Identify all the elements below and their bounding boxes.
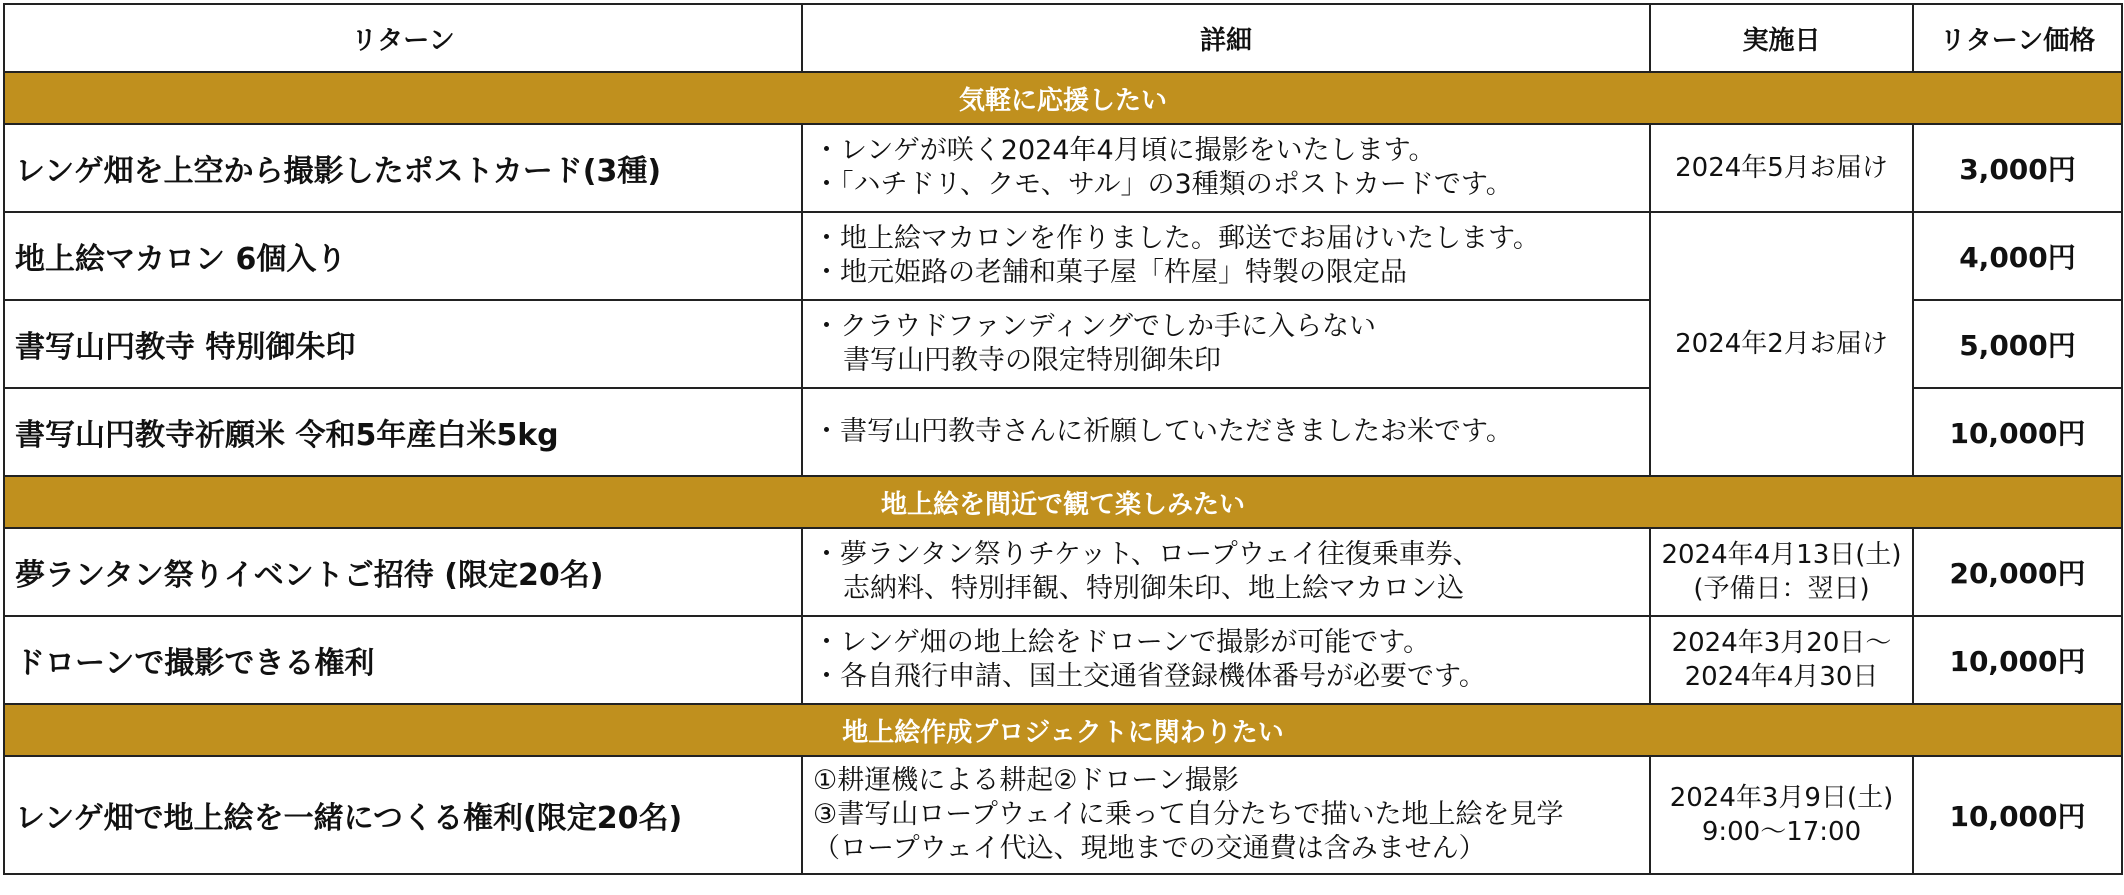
return-price: 20,000円 <box>1913 528 2122 616</box>
return-detail <box>802 528 1650 616</box>
detail-line: ・各自飛行申請、国土交通省登録機体番号が必要です。 <box>813 661 1486 692</box>
detail-line: ・レンゲが咲く2024年4月頃に撮影をいたします。 <box>813 135 1436 166</box>
return-name: 地上絵マカロン 6個入り <box>4 212 802 300</box>
date-line: 2024年3月9日(土) <box>1669 783 1894 813</box>
detail-line: ・書写山円教寺さんに祈願していただきましたお米です。 <box>813 416 1513 447</box>
detail-line: ①耕運機による耕起②ドローン撮影 <box>813 765 1239 796</box>
detail-line: 志納料、特別拝観、特別御朱印、地上絵マカロン込 <box>843 573 1464 604</box>
section-row <box>4 476 2122 528</box>
header-row <box>4 4 2122 72</box>
table-row <box>4 528 2122 616</box>
returns-table <box>3 3 2123 875</box>
return-name: 書写山円教寺祈願米 令和5年産白米5kg <box>4 388 802 476</box>
return-detail <box>802 616 1650 704</box>
return-price: 5,000円 <box>1913 300 2122 388</box>
detail-line: ・地元姫路の老舗和菓子屋「杵屋」特製の限定品 <box>813 257 1407 288</box>
return-price: 3,000円 <box>1913 124 2122 212</box>
section-title: 地上絵作成プロジェクトに関わりたい <box>4 704 2122 756</box>
section-row <box>4 704 2122 756</box>
detail-line: ・レンゲ畑の地上絵をドローンで撮影が可能です。 <box>813 627 1431 658</box>
return-price: 10,000円 <box>1913 756 2122 874</box>
header-detail: 詳細 <box>802 4 1650 72</box>
table-row <box>4 124 2122 212</box>
date-line: (予備日：翌日) <box>1693 574 1870 604</box>
table-row <box>4 212 2122 300</box>
detail-line: （ロープウェイ代込、現地までの交通費は含みません） <box>813 833 1486 864</box>
return-name: ドローンで撮影できる権利 <box>4 616 802 704</box>
detail-line: ・クラウドファンディングでしか手に入らない <box>813 311 1376 342</box>
return-detail <box>802 212 1650 300</box>
return-price: 10,000円 <box>1913 616 2122 704</box>
return-date <box>1650 756 1913 874</box>
date-line: 2024年5月お届け <box>1675 153 1888 183</box>
section-row <box>4 72 2122 124</box>
return-price: 10,000円 <box>1913 388 2122 476</box>
return-date <box>1650 528 1913 616</box>
return-price: 4,000円 <box>1913 212 2122 300</box>
date-line: 2024年2月お届け <box>1675 329 1888 359</box>
return-date <box>1650 616 1913 704</box>
return-name: 夢ランタン祭りイベントご招待 (限定20名) <box>4 528 802 616</box>
table-row <box>4 756 2122 874</box>
date-line: 2024年4月13日(土) <box>1661 540 1902 570</box>
return-detail <box>802 124 1650 212</box>
detail-line: ・地上絵マカロンを作りました。郵送でお届けいたします。 <box>813 223 1540 254</box>
detail-line: ・夢ランタン祭りチケット、ロープウェイ往復乗車券、 <box>813 539 1480 570</box>
return-name: レンゲ畑を上空から撮影したポストカード(3種) <box>4 124 802 212</box>
date-line: 9:00〜17:00 <box>1701 817 1862 847</box>
return-detail <box>802 300 1650 388</box>
return-name: レンゲ畑で地上絵を一緒につくる権利(限定20名) <box>4 756 802 874</box>
detail-line: 書写山円教寺の限定特別御朱印 <box>843 345 1221 376</box>
header-return: リターン <box>4 4 802 72</box>
return-date <box>1650 124 1913 212</box>
return-date <box>1650 212 1913 476</box>
return-name: 書写山円教寺 特別御朱印 <box>4 300 802 388</box>
detail-line: ・「ハチドリ、クモ、サル」の3種類のポストカードです。 <box>813 169 1513 200</box>
header-price: リターン価格 <box>1913 4 2122 72</box>
date-line: 2024年4月30日 <box>1684 662 1879 692</box>
date-line: 2024年3月20日〜 <box>1671 628 1892 658</box>
header-date: 実施日 <box>1650 4 1913 72</box>
section-title: 地上絵を間近で観て楽しみたい <box>4 476 2122 528</box>
return-detail <box>802 388 1650 476</box>
detail-line: ③書写山ロープウェイに乗って自分たちで描いた地上絵を見学 <box>813 799 1564 830</box>
section-title: 気軽に応援したい <box>4 72 2122 124</box>
table-row <box>4 616 2122 704</box>
return-detail <box>802 756 1650 874</box>
